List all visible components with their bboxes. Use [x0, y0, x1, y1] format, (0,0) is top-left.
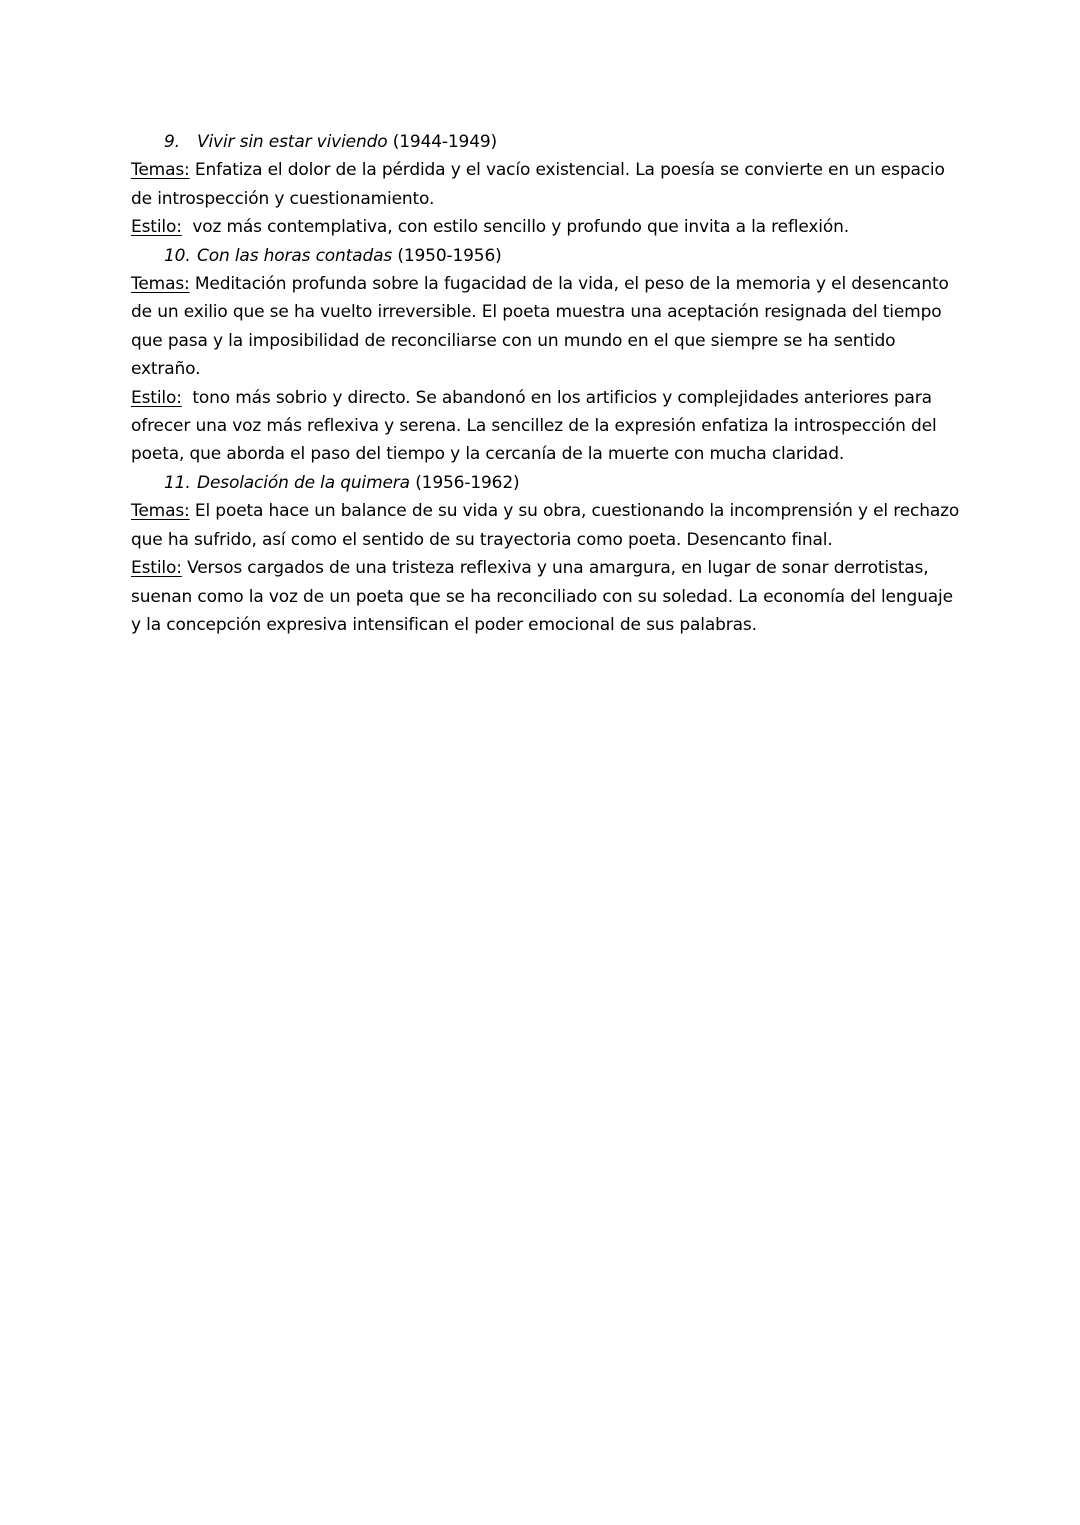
book-title: Con las horas contadas: [197, 245, 393, 266]
estilo-text: Versos cargados de una tristeza reflexiva y una amargura, en lugar de sonar derrotistas, suenan como la voz de un poeta que se ha reconciliado con su soledad. La economía del lenguaje y la concepción expresiva intensifican el poder emocional de sus palabras.: [131, 558, 953, 635]
temas-text: El poeta hace un balance de su vida y su obra, cuestionando la incomprensión y el rechazo que ha sufrido, así como el sentido de su trayectoria como poeta. Desencanto final.: [131, 501, 960, 550]
section-con-las-horas-contadas: [131, 242, 961, 469]
temas-paragraph: [131, 270, 961, 384]
book-number: 11.: [164, 472, 191, 493]
section-vivir-sin-estar-viviendo: [131, 128, 961, 242]
temas-text: Meditación profunda sobre la fugacidad de la vida, el peso de la memoria y el desencanto de un exilio que se ha vuelto irreversible. El poeta muestra una aceptación resignada del tiempo que pasa y la imposibilidad de reconciliarse con un mundo en el que siempre se ha sentido extraño.: [131, 274, 949, 380]
temas-label: Temas:: [131, 274, 190, 295]
estilo-text: voz más contemplativa, con estilo sencillo y profundo que invita a la reflexión.: [192, 217, 849, 238]
book-years: (1944-1949): [392, 132, 498, 152]
estilo-label: Estilo:: [131, 217, 182, 238]
section-desolacion-de-la-quimera: [131, 469, 961, 639]
book-number: 10.: [164, 245, 191, 266]
temas-label: Temas:: [131, 160, 190, 181]
estilo-label: Estilo:: [131, 558, 182, 579]
temas-text: Enfatiza el dolor de la pérdida y el vacío existencial. La poesía se convierte en un espacio de introspección y cuestionamiento.: [131, 160, 945, 209]
estilo-paragraph: [131, 384, 961, 469]
book-number: 9.: [164, 132, 180, 152]
estilo-paragraph: [131, 213, 961, 241]
book-heading: [131, 128, 961, 156]
book-heading: [131, 469, 961, 497]
temas-paragraph: [131, 497, 961, 554]
estilo-paragraph: [131, 554, 961, 639]
temas-paragraph: [131, 156, 961, 213]
book-years: (1950-1956): [397, 245, 502, 266]
book-title: Vivir sin estar viviendo: [197, 132, 388, 152]
temas-label: Temas:: [131, 501, 190, 522]
book-years: (1956-1962): [415, 472, 520, 493]
estilo-text: tono más sobrio y directo. Se abandonó en los artificios y complejidades anteriores para ofrecer una voz más reflexiva y serena. La sencillez de la expresión enfatiza la introspección del poeta, que aborda el paso del tiempo y la cercanía de la muerte con mucha claridad.: [131, 387, 937, 465]
document-page: [131, 128, 961, 639]
estilo-label: Estilo:: [131, 387, 182, 408]
book-heading: [131, 242, 961, 270]
book-title: Desolación de la quimera: [197, 472, 410, 493]
